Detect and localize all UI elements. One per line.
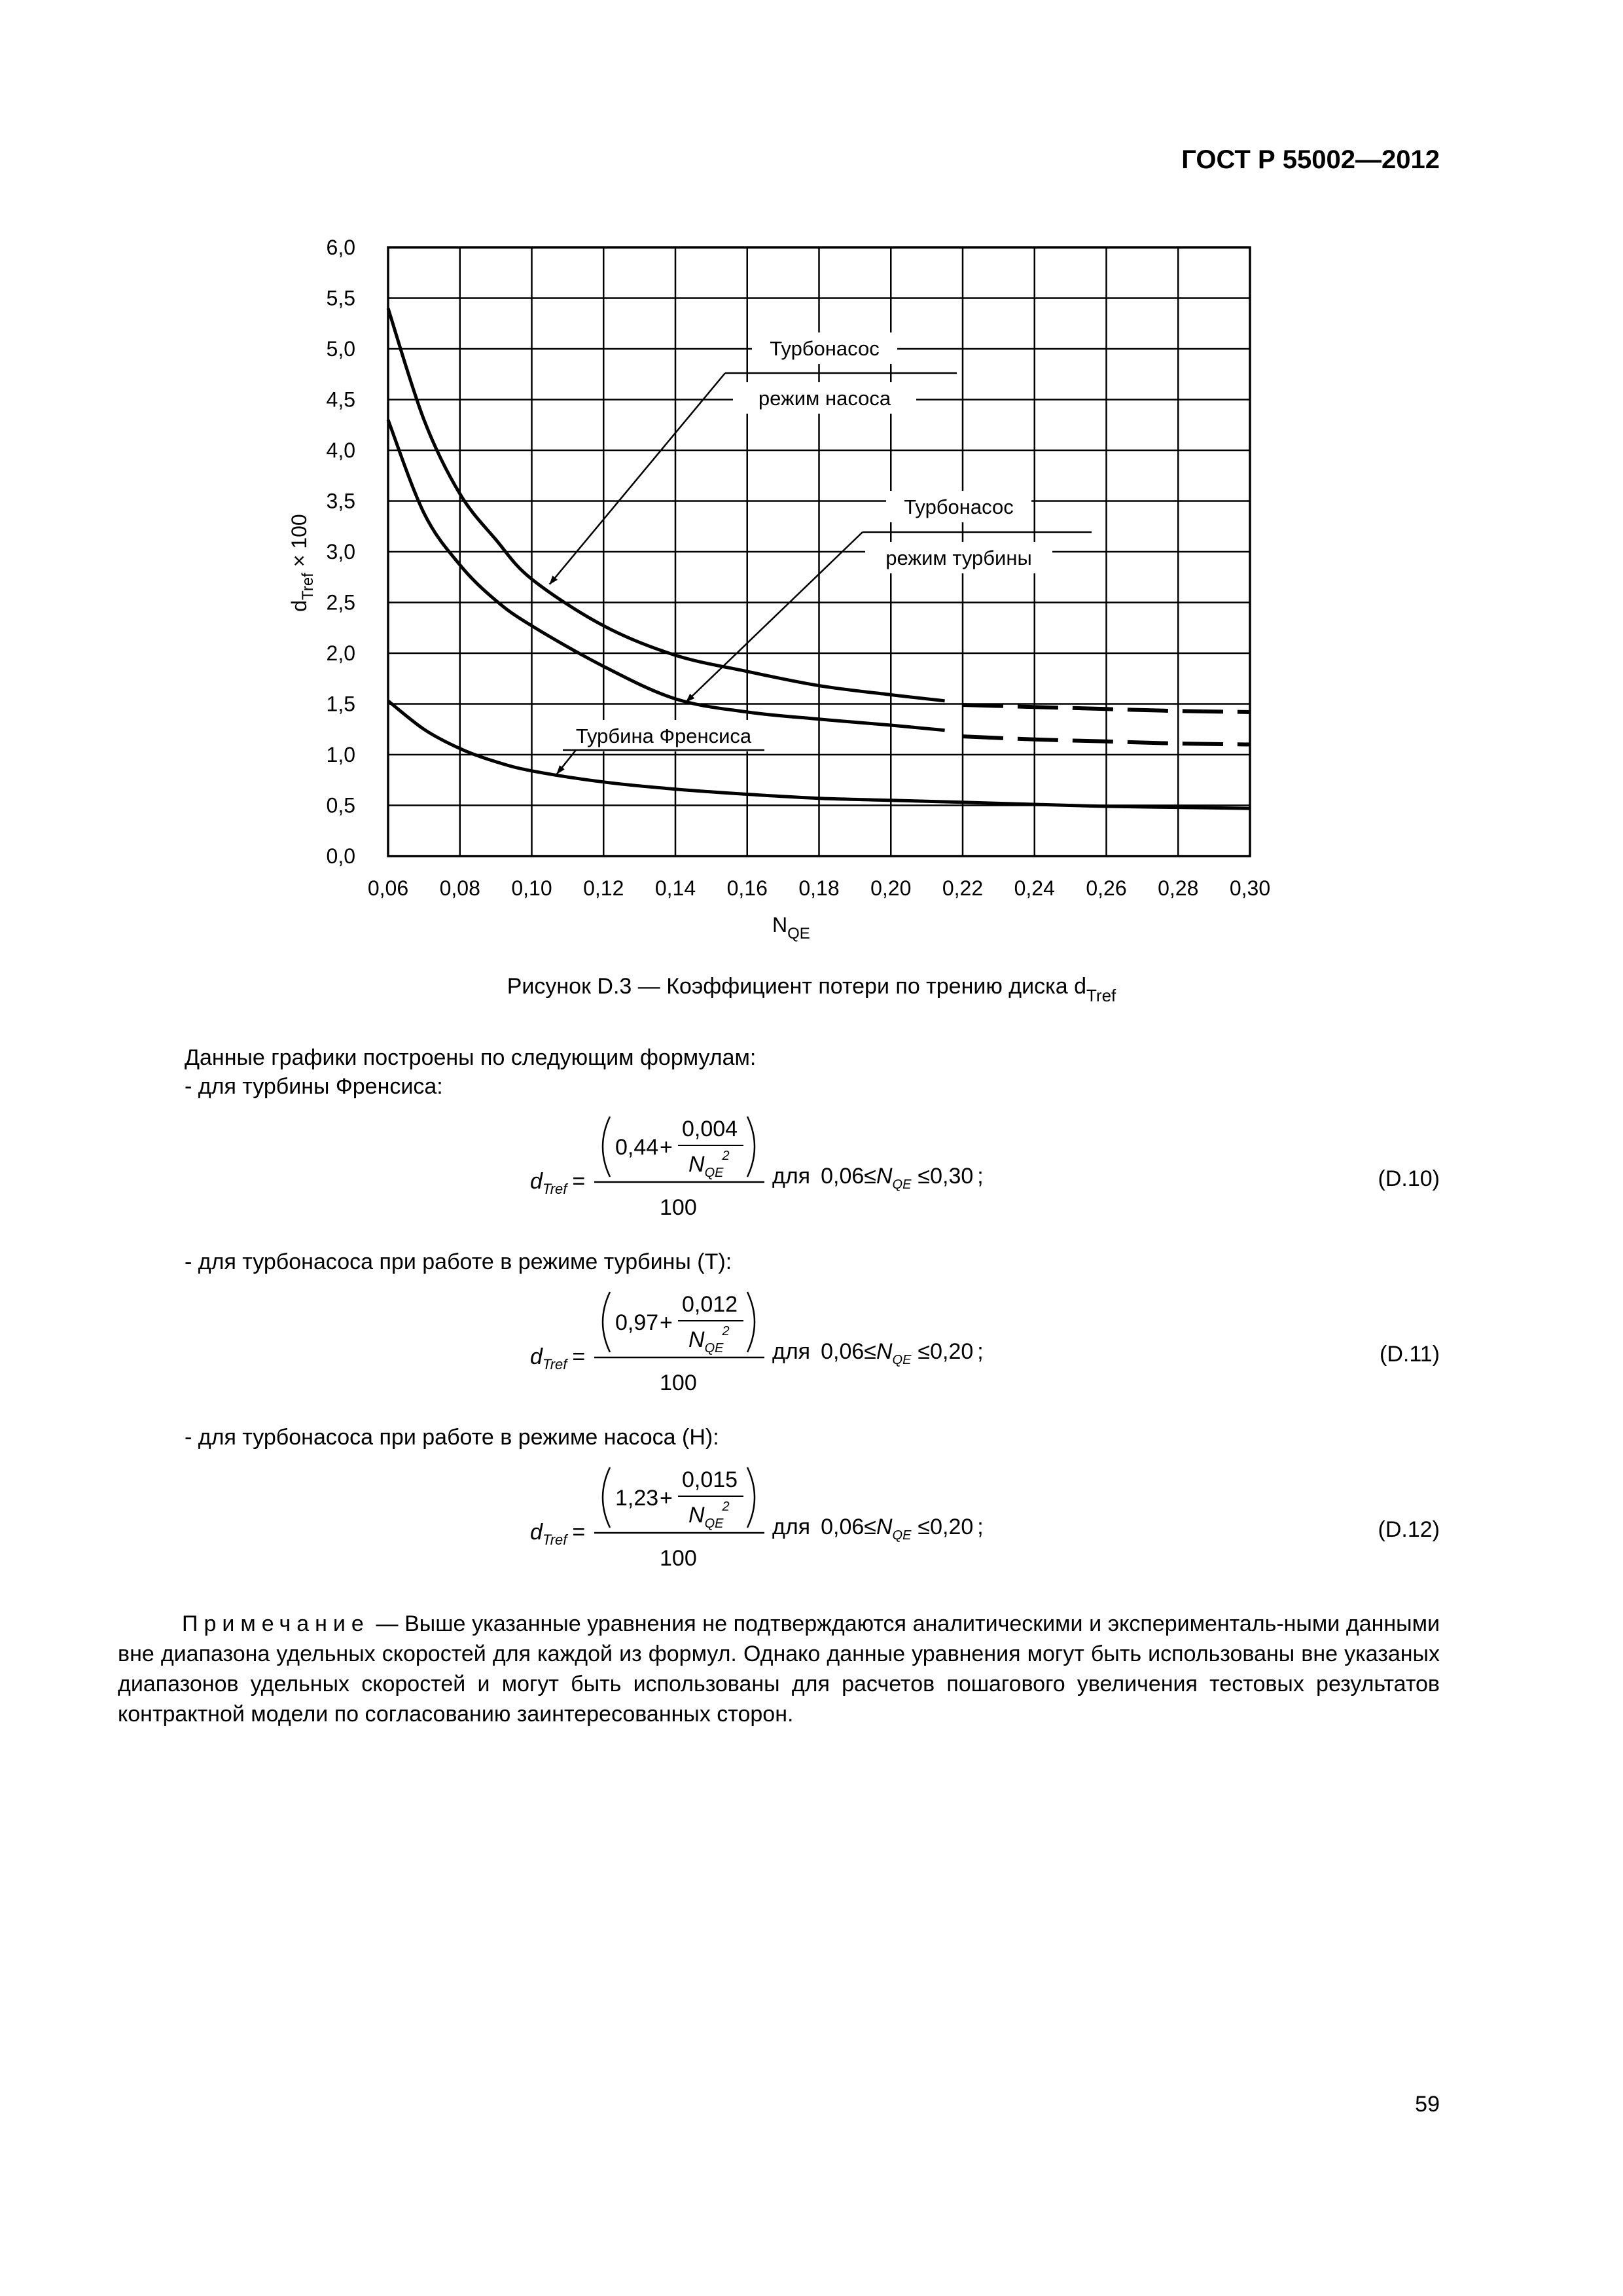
svg-text:0,97: 0,97 <box>615 1310 659 1335</box>
annotation-text: режим турбины <box>885 547 1032 569</box>
annotation-text: Турбонасос <box>904 495 1014 518</box>
x-tick-label: 0,24 <box>1014 876 1055 900</box>
svg-text:+: + <box>660 1486 673 1511</box>
equation-number-d11: (D.11) <box>1380 1342 1440 1367</box>
svg-text:0,004: 0,004 <box>682 1117 738 1141</box>
annotation-text: режим насоса <box>758 387 891 410</box>
svg-text:для0,06≤NQE≤0,20;: для $0,06\le N_{QE} \le 0,20$ ; <box>772 1339 984 1367</box>
figure-caption-sub: Tref <box>1086 986 1116 1005</box>
x-tick-label: 0,14 <box>654 876 696 900</box>
y-tick-label: 5,0 <box>326 337 355 361</box>
y-tick-label: 3,0 <box>326 540 355 564</box>
intro-text: Данные графики построены по следующим формулам: <box>185 1045 757 1070</box>
x-axis-label-main: N <box>772 913 788 937</box>
note-label: Примечание <box>182 1611 370 1636</box>
friction-loss-chart <box>0 0 1623 982</box>
y-axis-label-sub: Tref <box>299 573 317 600</box>
formula-d11 <box>510 1287 1099 1405</box>
y-tick-label: 3,5 <box>326 489 355 513</box>
figure-caption <box>0 974 1623 1005</box>
document-header: ГОСТ Р 55002—2012 <box>1181 145 1440 174</box>
page-number: 59 <box>1415 2092 1440 2117</box>
x-tick-label: 0,10 <box>511 876 552 900</box>
svg-text:для0,06≤NQE≤0,30;: для $0,06\le N_{QE} \le 0,30$ ; <box>772 1164 984 1192</box>
series-1-solid-line <box>388 420 945 730</box>
svg-text:100: 100 <box>660 1371 697 1395</box>
x-axis-label <box>772 913 810 942</box>
y-tick-label: 2,5 <box>326 590 355 615</box>
y-axis-label <box>287 514 317 611</box>
x-tick-label: 0,30 <box>1229 876 1271 900</box>
svg-text:0,012: 0,012 <box>682 1292 738 1317</box>
y-tick-label: 0,5 <box>326 793 355 817</box>
note-text: — Выше указанные уравнения не подтверждаются аналитическими и эксперименталь-ными данными вне диапазона удельных скоростей для каждой из формул. Однако данные уравнения могут быть использованы вне указаных диапазонов удельных скоростей и могут быть использованы для расчетов пошагового увеличения тестовых результатов контрактной модели по согласованию заинтересованных сторон. <box>118 1611 1440 1727</box>
y-axis-label-suffix: × 100 <box>287 514 311 573</box>
svg-text:1,23: 1,23 <box>615 1486 659 1511</box>
note-paragraph <box>118 1609 1440 1729</box>
svg-text:для0,06≤NQE≤0,20;: для $0,06\le N_{QE} \le 0,20$ ; <box>772 1515 984 1543</box>
annotation-text: Турбина Френсиса <box>575 725 752 747</box>
svg-text:100: 100 <box>660 1195 697 1220</box>
x-tick-label: 0,08 <box>439 876 480 900</box>
svg-text:+: + <box>660 1135 673 1160</box>
x-tick-label: 0,20 <box>870 876 912 900</box>
x-tick-label: 0,22 <box>942 876 984 900</box>
equation-number-d10: (D.10) <box>1378 1166 1440 1191</box>
item-francis: - для турбины Френсиса: <box>185 1074 443 1099</box>
annotation-text: Турбонасос <box>770 337 880 360</box>
y-axis-label-main: d <box>287 600 311 612</box>
y-tick-label: 4,5 <box>326 387 355 412</box>
svg-text:dTref=: $d_{Tref}$ = <box>530 1520 586 1548</box>
y-tick-label: 4,0 <box>326 439 355 462</box>
svg-text:100: 100 <box>660 1546 697 1571</box>
y-tick-label: 6,0 <box>326 236 355 259</box>
svg-text:NQE2: $N_{QE}2$ <box>688 1149 730 1180</box>
annotation-label-2 <box>557 720 770 774</box>
svg-text:dTref=: $d_{Tref}$ = <box>530 1344 586 1372</box>
formula-d10 <box>510 1111 1099 1229</box>
svg-text:0,015: 0,015 <box>682 1467 738 1492</box>
y-tick-label: 2,0 <box>326 641 355 665</box>
y-tick-label: 0,0 <box>326 844 355 868</box>
x-tick-label: 0,06 <box>367 876 409 900</box>
x-tick-label: 0,26 <box>1086 876 1127 900</box>
formula-d12 <box>510 1462 1099 1580</box>
y-tick-label: 1,5 <box>326 692 355 716</box>
svg-text:NQE2: $N_{QE}2$ <box>688 1324 730 1355</box>
item-turbine-mode: - для турбонасоса при работе в режиме турбины (Т): <box>185 1249 732 1274</box>
equation-number-d12: (D.12) <box>1378 1517 1440 1542</box>
figure-caption-text: Рисунок D.3 — Коэффициент потери по трению диска d <box>507 974 1086 999</box>
x-tick-label: 0,18 <box>798 876 840 900</box>
svg-text:+: + <box>660 1310 673 1335</box>
item-pump-mode: - для турбонасоса при работе в режиме насоса (Н): <box>185 1425 719 1450</box>
series-0-solid-line <box>388 308 945 701</box>
svg-text:0,44: 0,44 <box>615 1135 659 1160</box>
annotation-arrow <box>557 750 576 774</box>
x-axis-label-sub: QE <box>787 925 810 942</box>
x-tick-label: 0,16 <box>726 876 768 900</box>
x-tick-label: 0,28 <box>1158 876 1199 900</box>
svg-text:dTref=: $d_{Tref}$ = <box>530 1169 586 1197</box>
y-tick-label: 1,0 <box>326 743 355 766</box>
chart-annotations <box>550 332 1092 774</box>
svg-text:NQE2: $N_{QE}2$ <box>688 1499 730 1531</box>
x-tick-label: 0,12 <box>583 876 624 900</box>
y-tick-label: 5,5 <box>326 286 355 310</box>
